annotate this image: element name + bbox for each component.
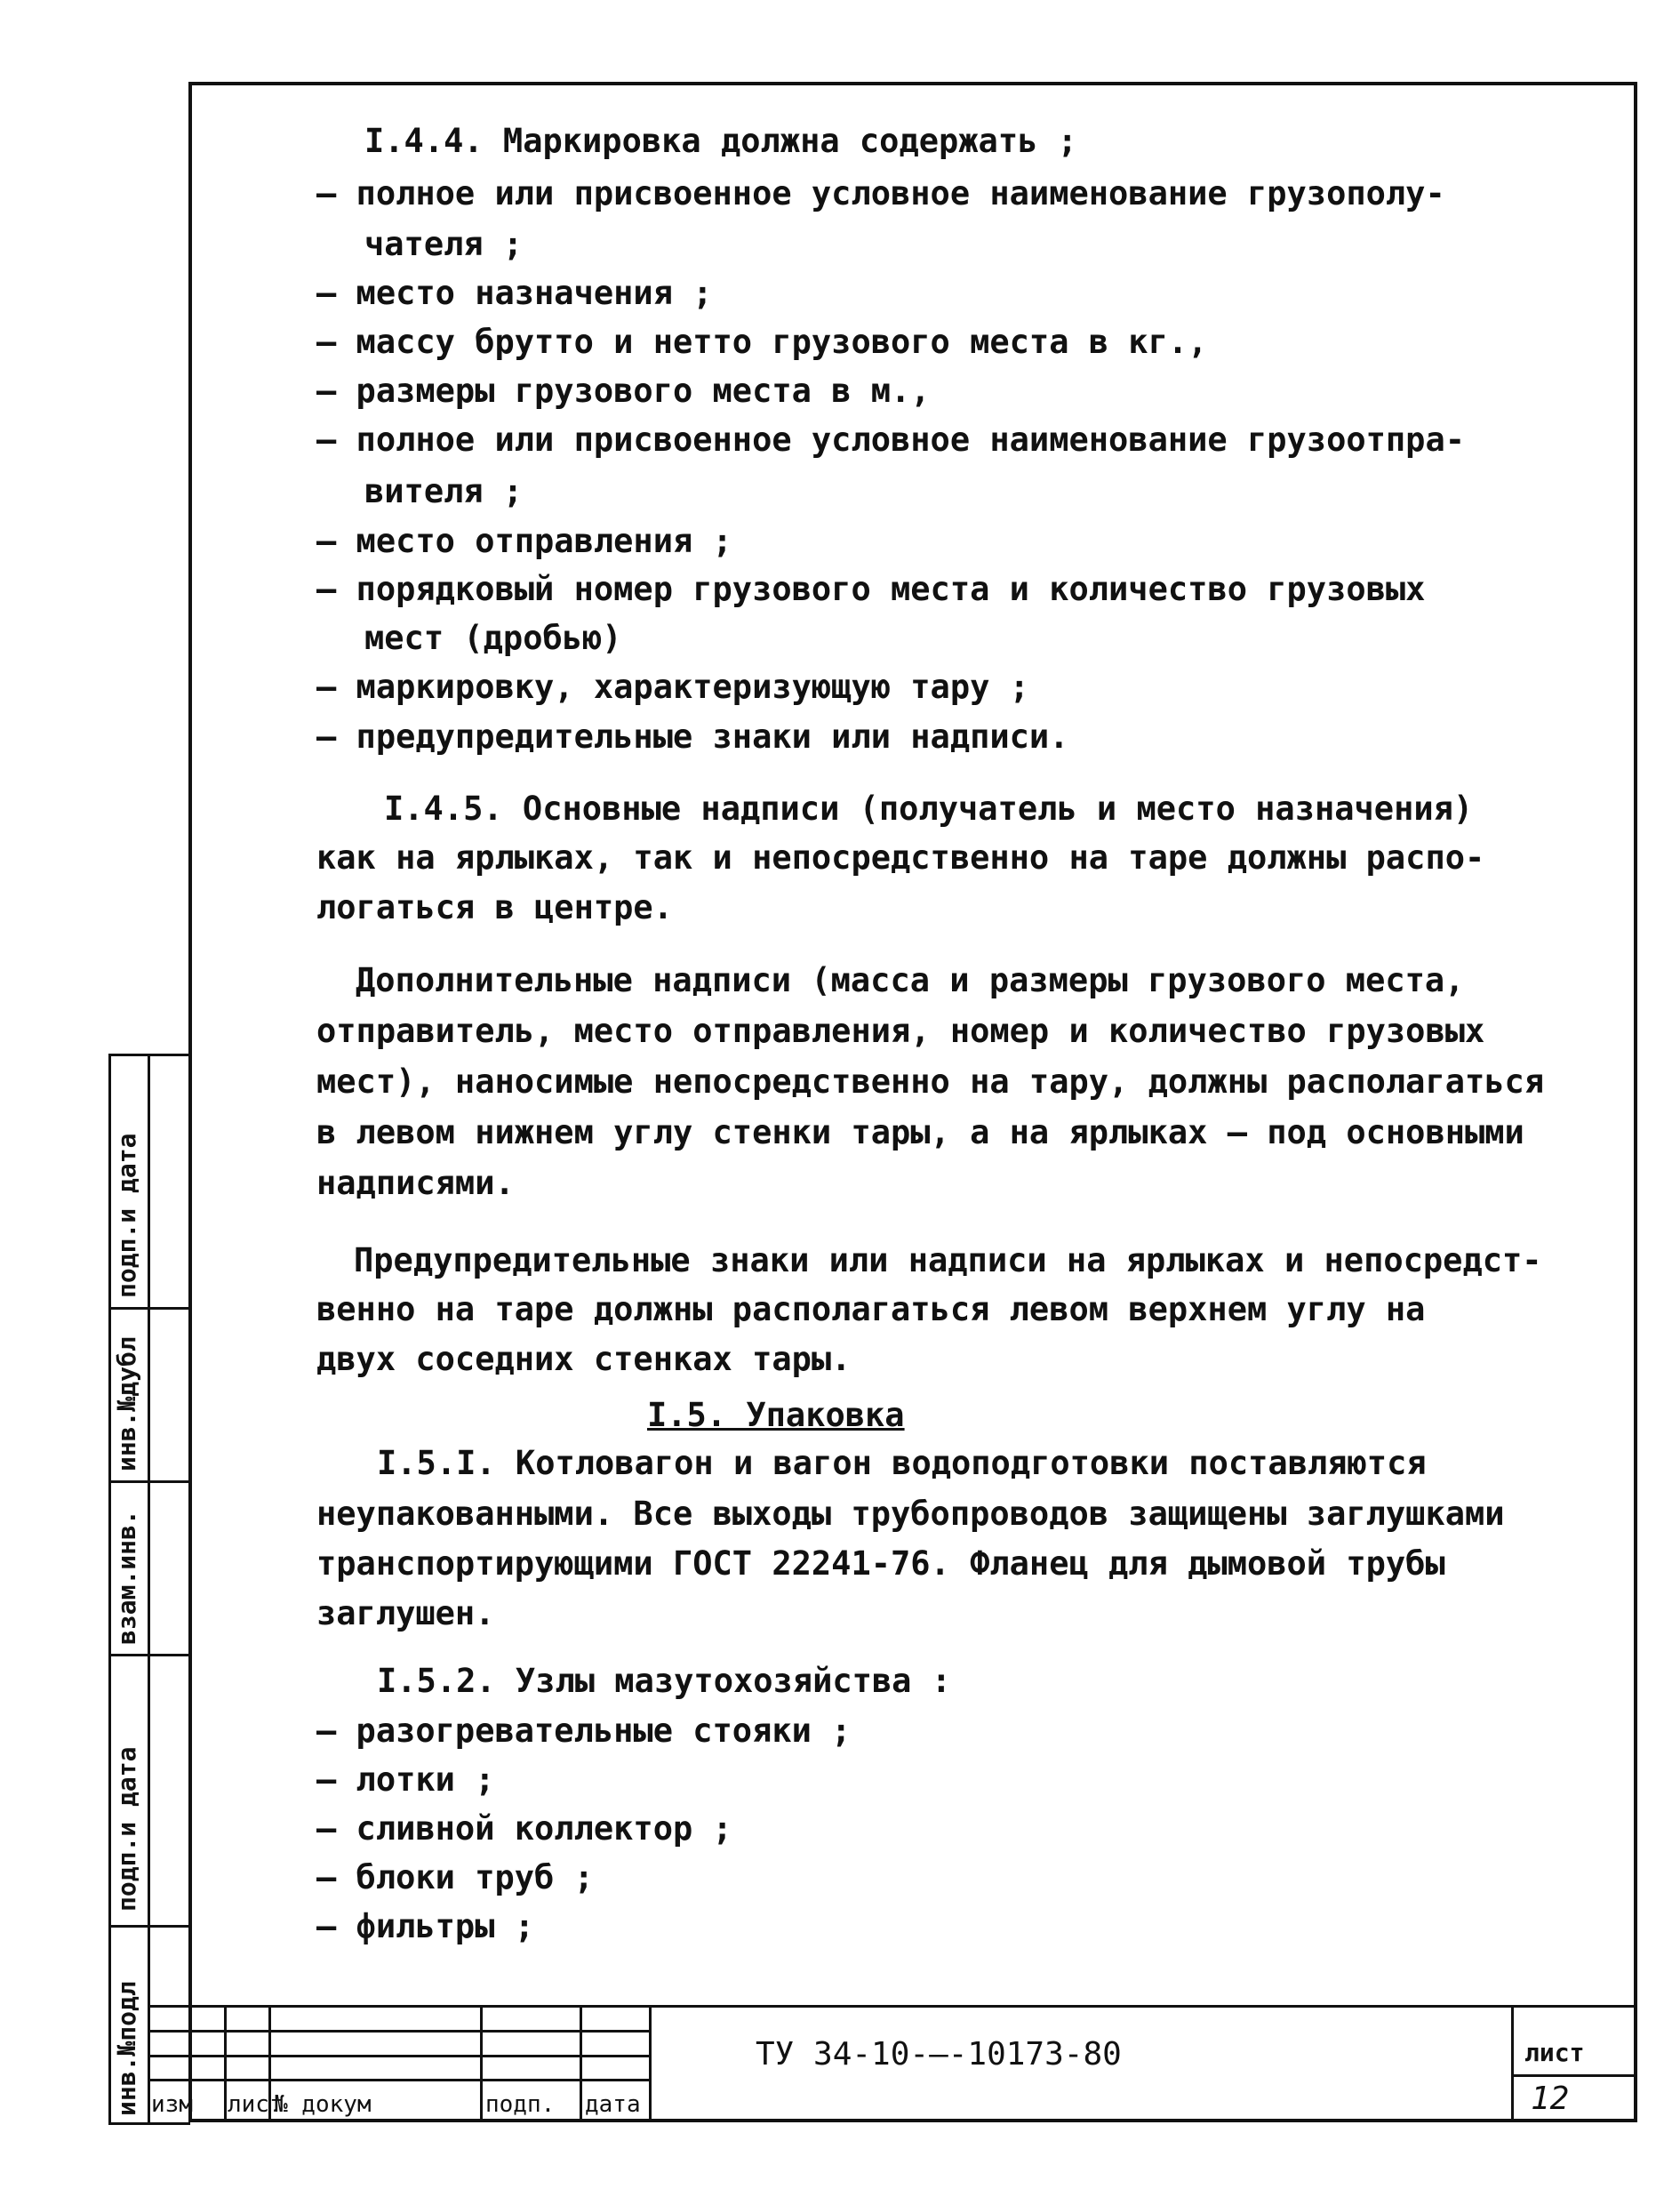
stamp-row-line: [148, 2079, 650, 2081]
side-strip-border: [148, 1054, 150, 2125]
text-line: – полное или присвоенное условное наименование грузополу-: [316, 174, 1445, 212]
text-line: чателя ;: [364, 225, 524, 263]
text-line: – предупредительные знаки или надписи.: [316, 718, 1069, 756]
side-label: подп.и дата: [112, 1746, 141, 1912]
side-strip-border: [108, 1054, 111, 2125]
side-label: инв.№дубл: [112, 1336, 141, 1471]
text-line: – сливной коллектор ;: [316, 1809, 732, 1848]
side-strip-divider: [108, 1925, 190, 1928]
text-line: как на ярлыках, так и непосредственно на таре должны распо-: [316, 838, 1485, 877]
side-strip-divider: [108, 2122, 190, 2125]
stamp-col-line: [580, 2005, 582, 2122]
text-line: – фильтры ;: [316, 1907, 535, 1945]
text-line: Предупредительные знаки или надписи на ярлыках и непосредст-: [354, 1241, 1542, 1279]
side-strip-divider: [108, 1654, 190, 1656]
text-line: I.4.4. Маркировка должна содержать ;: [364, 122, 1077, 160]
text-line: I.4.5. Основные надписи (получатель и место назначения): [384, 790, 1474, 828]
text-line: – порядковый номер грузового места и количество грузовых: [316, 570, 1426, 608]
text-line: двух соседних стенках тары.: [316, 1340, 852, 1378]
text-line: в левом нижнем углу стенки тары, а на ярлыках – под основными: [316, 1113, 1524, 1151]
text-line: – массу брутто и нетто грузового места в кг.,: [316, 323, 1208, 361]
sheet-number: 12: [1531, 2081, 1570, 2117]
stamp-col-line: [1511, 2005, 1514, 2122]
stamp-col-line: [224, 2005, 227, 2122]
sheet-label: лист: [1524, 2038, 1585, 2067]
stamp-col-line: [649, 2005, 652, 2122]
text-line: неупакованными. Все выходы трубопроводов защищены заглушками: [316, 1495, 1505, 1533]
stamp-col-label: изм: [151, 2091, 193, 2118]
stamp-col-line: [480, 2005, 483, 2122]
stamp-row-line: [148, 2055, 650, 2057]
text-line: логаться в центре.: [316, 888, 673, 926]
text-line: надписями.: [316, 1164, 515, 1202]
text-line: вителя ;: [364, 472, 524, 510]
stamp-col-label: лист: [228, 2091, 284, 2118]
side-label: подп.и дата: [112, 1133, 141, 1298]
side-strip-divider: [108, 1480, 190, 1483]
side-label: инв.№подл: [112, 1981, 141, 2116]
stamp-col-label: дата: [585, 2091, 641, 2118]
text-line: I.5.I. Котловагон и вагон водоподготовки поставляются: [377, 1444, 1427, 1482]
text-line: заглушен.: [316, 1594, 495, 1632]
text-line: мест), наносимые непосредственно на тару, должны располагаться: [316, 1062, 1545, 1101]
section-title: I.5. Упаковка: [647, 1396, 905, 1434]
sheet-box-line: [1511, 2074, 1637, 2077]
text-line: – маркировку, характеризующую тару ;: [316, 668, 1029, 706]
text-line: – полное или присвоенное условное наименование грузоотпра-: [316, 421, 1466, 459]
text-line: – лотки ;: [316, 1760, 495, 1799]
text-line: – блоки труб ;: [316, 1858, 594, 1896]
document-code: ТУ 34-10-—-10173-80: [756, 2036, 1122, 2073]
side-strip-divider: [108, 1054, 190, 1056]
text-line: I.5.2. Узлы мазутохозяйства :: [377, 1662, 952, 1700]
text-line: отправитель, место отправления, номер и количество грузовых: [316, 1012, 1485, 1050]
text-line: Дополнительные надписи (масса и размеры грузового места,: [356, 961, 1465, 999]
text-line: – место отправления ;: [316, 522, 732, 560]
stamp-col-label: № докум: [274, 2091, 372, 2118]
stamp-col-label: подп.: [485, 2091, 556, 2118]
stamp-border-top: [148, 2005, 1637, 2008]
text-line: – место назначения ;: [316, 274, 713, 312]
text-line: – размеры грузового места в м.,: [316, 372, 931, 410]
side-strip-divider: [108, 1307, 190, 1310]
text-line: венно на таре должны располагаться левом верхнем углу на: [316, 1290, 1426, 1328]
text-line: транспортирующими ГОСТ 22241-76. Фланец для дымовой трубы: [316, 1544, 1445, 1583]
side-label: взам.инв.: [112, 1510, 141, 1645]
stamp-row-line: [148, 2030, 650, 2033]
text-line: – разогревательные стояки ;: [316, 1712, 852, 1750]
text-line: мест (дробью): [364, 619, 622, 657]
